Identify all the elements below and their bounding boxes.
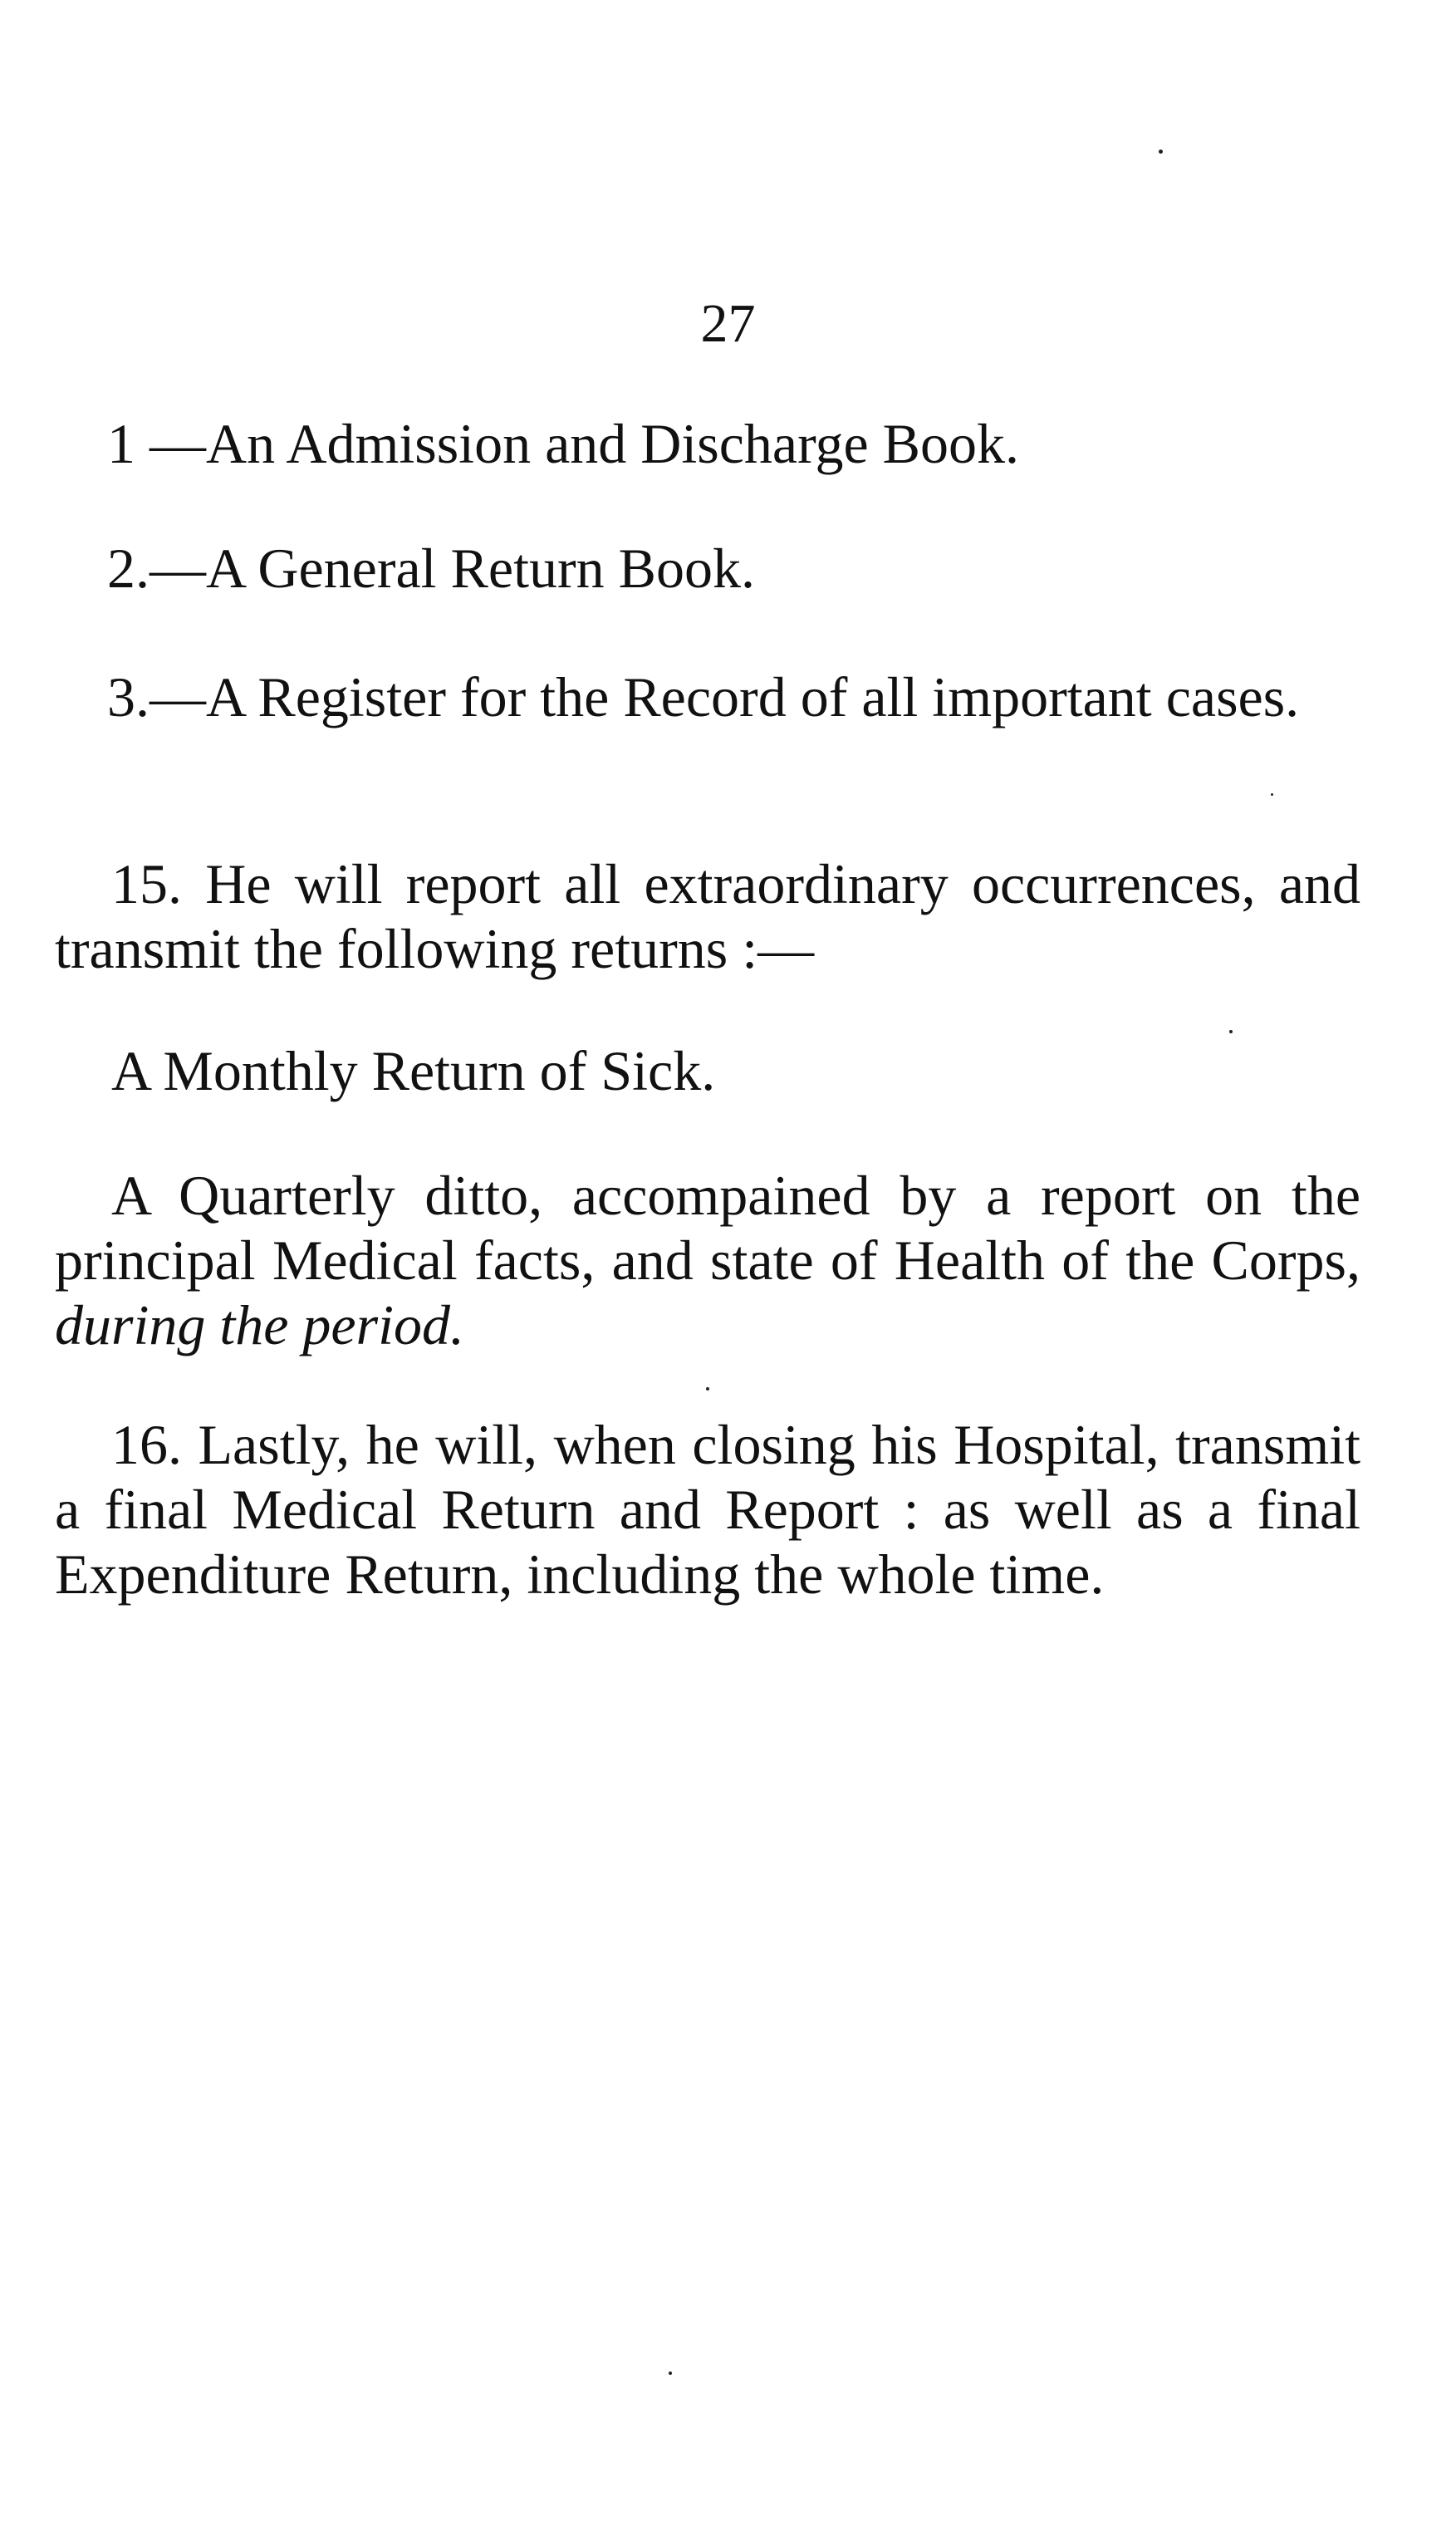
page-number: 27 (700, 293, 756, 354)
print-speck (669, 2372, 672, 2375)
quarterly-return-italic: during the period. (55, 1293, 464, 1356)
quarterly-return (55, 1163, 1360, 1357)
print-speck (706, 1387, 709, 1391)
list-item-general-return-book: 2.—A General Return Book. (107, 537, 755, 600)
print-speck (1159, 150, 1163, 154)
paragraph-16: 16. Lastly, he will, when closing his Hospital, transmit a final Medical Return and Report : as well as a final Expenditure Return, including the whole time. (55, 1413, 1360, 1606)
monthly-return: A Monthly Return of Sick. (111, 1039, 716, 1102)
paragraph-15: 15. He will report all extraordinary occurrences, and transmit the following returns :— (55, 852, 1360, 980)
quarterly-return-text: A Quarterly ditto, accompained by a report on the principal Medical facts, and state of Health of the Corps, (55, 1164, 1360, 1292)
print-speck (1229, 1030, 1233, 1033)
list-item-register: 3.—A Register for the Record of all important cases. (107, 665, 1300, 728)
list-item-admission-book: 1 —An Admission and Discharge Book. (107, 412, 1020, 475)
print-speck (1271, 793, 1273, 796)
